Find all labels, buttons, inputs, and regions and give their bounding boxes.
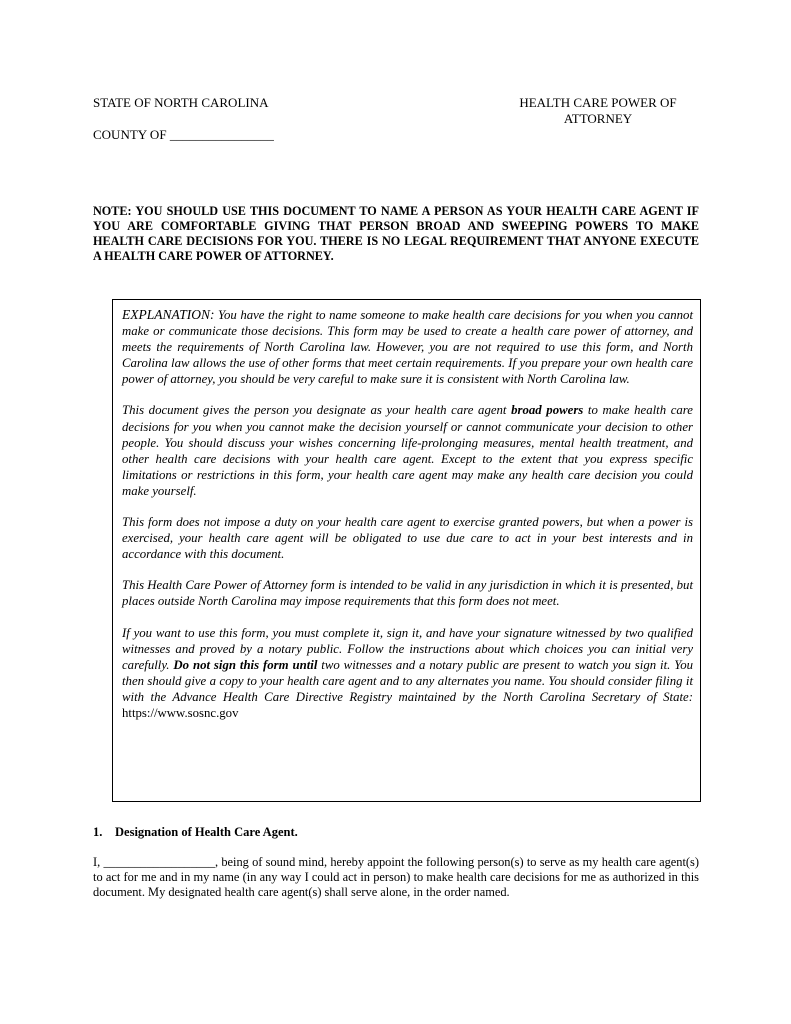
section-number: 1.	[93, 825, 103, 839]
explanation-box	[112, 299, 701, 802]
section-1-heading	[93, 825, 298, 840]
county-label: COUNTY OF	[93, 127, 167, 142]
name-blank: __________________	[103, 855, 215, 869]
explanation-paragraph-1	[122, 307, 693, 387]
section-title: Designation of Health Care Agent.	[115, 825, 298, 839]
title-line-1: HEALTH CARE POWER OF	[519, 95, 677, 110]
explanation-p5-after: two witnesses and a notary public are present to watch you sign it. You then should give a copy to your health care agent and to any alternates you name. You should consider filing it with the Advance Health Care Directive Registry maintained by the North Carolina Secretary of State:	[122, 657, 693, 704]
explanation-paragraph-5	[122, 625, 693, 722]
state-label: STATE OF NORTH CAROLINA	[93, 95, 269, 110]
explanation-p2-after: to make health care decisions for you when you cannot make the decision yourself or cannot communicate your decision to other people. You should discuss your wishes concerning life-prolonging measures, mental health treatment, and other health care decisions with your health care agent. Except to the extent that you express specific limitations or restrictions in this form, your health care agent may make any health care decision you could make yourself.	[122, 403, 693, 498]
para-start: I,	[93, 855, 101, 869]
registry-url[interactable]: https://www.sosnc.gov	[122, 705, 239, 720]
explanation-text	[122, 307, 693, 736]
explanation-lead: EXPLANATION:	[122, 307, 215, 322]
warning-note: NOTE: YOU SHOULD USE THIS DOCUMENT TO NAME A PERSON AS YOUR HEALTH CARE AGENT IF YOU ARE COMFORTABLE GIVING THAT PERSON BROAD AND SWEEPING POWERS TO MAKE HEALTH CARE DECISIONS FOR YOU. THERE IS NO LEGAL REQUIREMENT THAT ANYONE EXECUTE A HEALTH CARE POWER OF ATTORNEY.	[93, 204, 699, 263]
title-line-2: ATTORNEY	[563, 111, 633, 126]
explanation-paragraph-3: This form does not impose a duty on your health care agent to exercise granted powers, but when a power is exercised, your health care agent will be obligated to use due care to act in your best interests and in accordance with this document.	[122, 515, 693, 562]
explanation-p5-bold: Do not sign this form until	[173, 657, 318, 672]
section-1-paragraph	[93, 855, 699, 900]
explanation-p5-before: If you want to use this form, you must complete it, sign it, and have your signature witnessed by two qualified witnesses and proved by a notary public. Follow the instructions about which choices you can initial very carefully.	[122, 625, 693, 672]
para-rest: , being of sound mind, hereby appoint the following person(s) to serve as my health care agent(s) to act for me and in my name (in any way I could act in person) to make health care decisions for me as authorized in this document. My designated health care agent(s) shall serve alone, in the order named.	[93, 855, 699, 899]
document-title	[500, 95, 696, 127]
explanation-paragraph-2	[122, 402, 693, 499]
explanation-paragraph-4: This Health Care Power of Attorney form is intended to be valid in any jurisdiction in which it is presented, but places outside North Carolina may impose requirements that this form does not meet.	[122, 578, 693, 609]
county-line	[93, 127, 274, 143]
county-blank: ________________	[169, 127, 274, 142]
explanation-p2-bold: broad powers	[511, 403, 584, 418]
explanation-p1-text: You have the right to name someone to make health care decisions for you when you cannot make or communicate those decisions. This form may be used to create a health care power of attorney, and meets the requirements of North Carolina law. However, you are not required to use this form, and North Carolina law allows the use of other forms that meet certain requirements. If you prepare your own health care power of attorney, you should be very careful to make sure it is consistent with North Carolina law.	[122, 308, 693, 387]
explanation-p2-before: This document gives the person you designate as your health care agent	[122, 403, 507, 418]
